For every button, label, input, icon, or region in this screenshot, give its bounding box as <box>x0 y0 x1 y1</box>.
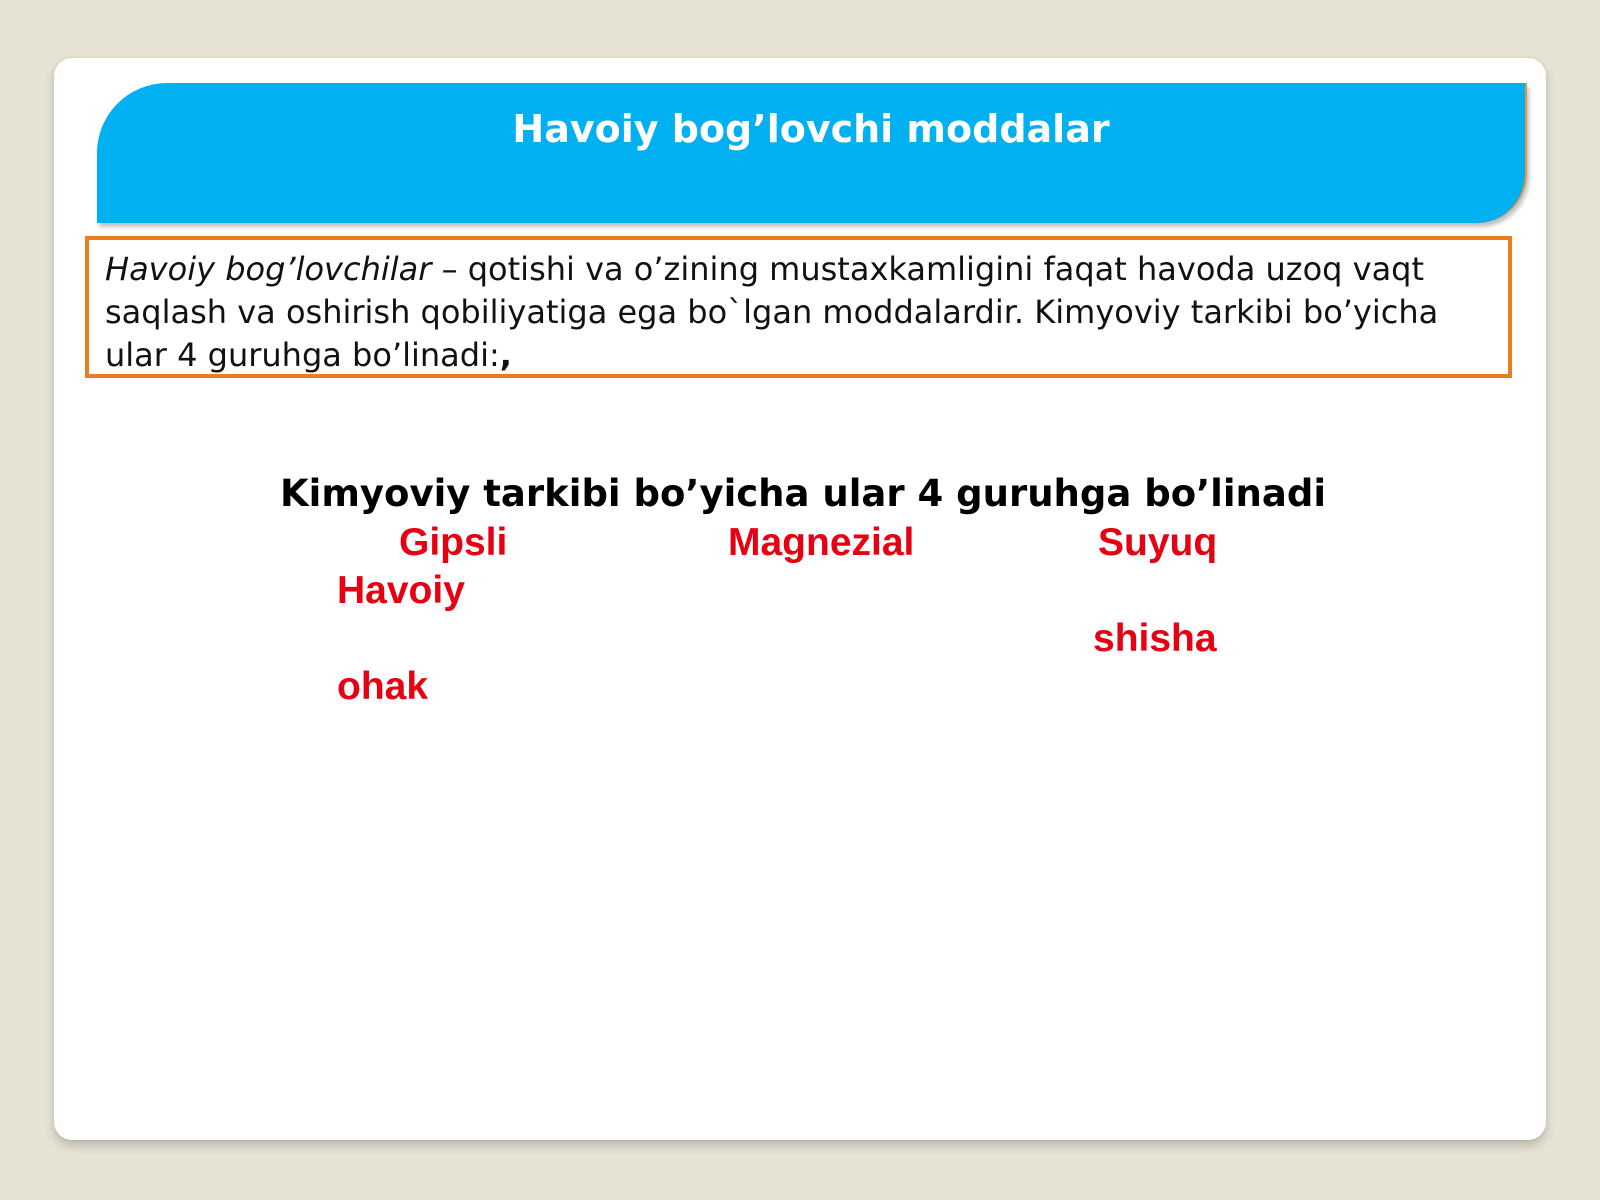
slide-title: Havoiy bog’lovchi moddalar <box>512 107 1110 151</box>
group-ohak: ohak <box>337 665 429 708</box>
definition-term: Havoiy bog’lovchilar <box>105 250 432 288</box>
definition-trailing: , <box>499 336 512 374</box>
group-havoiy: Havoiy <box>337 569 465 612</box>
definition-box <box>85 236 1512 378</box>
groups-heading: Kimyoviy tarkibi bo’yicha ular 4 guruhga bo’linadi <box>280 472 1327 515</box>
definition-text: – qotishi va o’zining mustaxkamligini faqat havoda uzoq vaqt saqlash va oshirish qobiliyatiga ega bo`lgan moddalardir. Kimyoviy tarkibi bo’yicha ular 4 guruhga bo’linadi: <box>105 250 1439 374</box>
group-gipsli: Gipsli <box>399 521 508 564</box>
group-shisha: shisha <box>1093 617 1217 660</box>
group-magnezial: Magnezial <box>728 521 915 564</box>
title-banner <box>97 83 1527 223</box>
group-suyuq: Suyuq <box>1098 521 1218 564</box>
